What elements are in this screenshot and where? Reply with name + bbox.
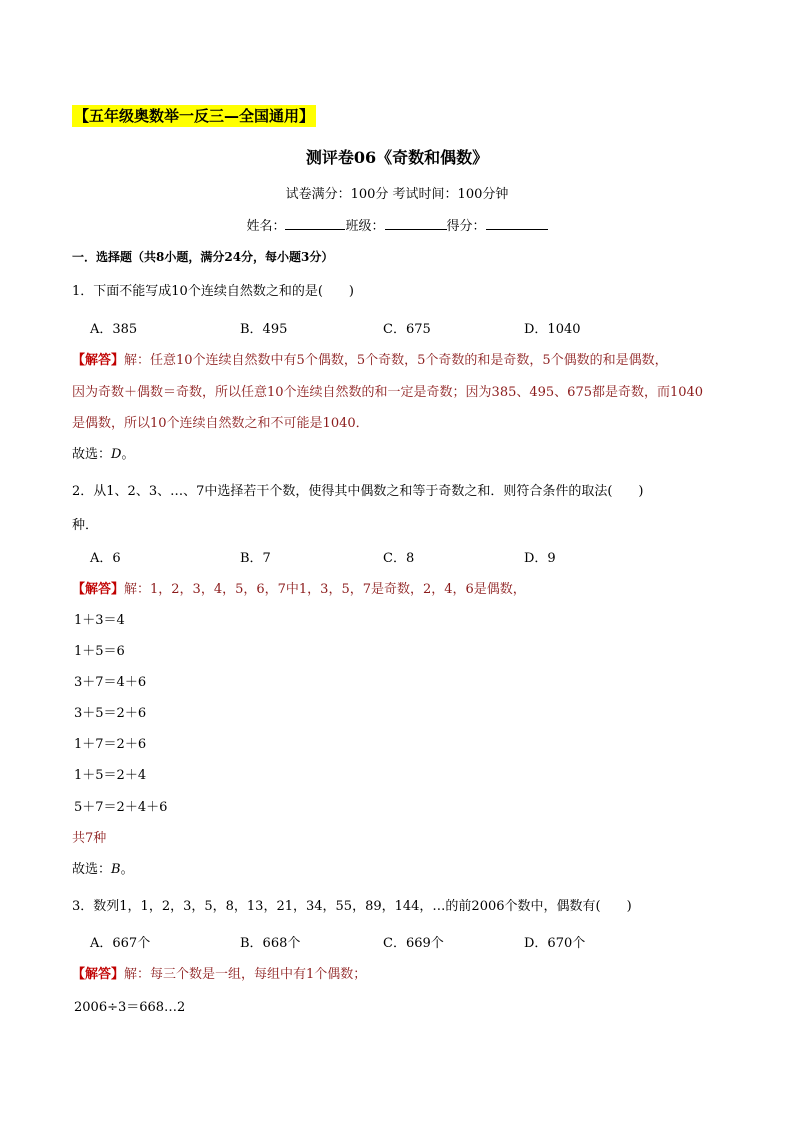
q1-solution-line-3: 是偶数，所以10个连续自然数之和不可能是1040． [72,416,369,431]
q1-solution-line-2: 因为奇数＋偶数＝奇数，所以任意10个连续自然数的和一定是奇数；因为385、495、675都是奇数，而1040 [72,385,704,400]
q2-choice: 故选：B。 [72,862,134,877]
series-banner: 【五年级奥数举一反三—全国通用】 [74,107,315,125]
q1-option-d: D．1040 [524,322,581,337]
page-title: 测评卷06《奇数和偶数》 [305,148,489,167]
q1-stem: 1．下面不能写成10个连续自然数之和的是( ) [72,284,354,299]
q2-option-d: D．9 [524,551,556,566]
q2-equation: 1＋3＝4 [74,613,125,628]
q3-option-c: C．669个 [383,936,444,951]
q2-solution: 【解答】解：1，2，3，4，5，6，7中1，3，5，7是奇数，2，4，6是偶数， [72,582,526,597]
section-heading: 一．选择题（共8小题，满分24分，每小题3分） [72,250,334,264]
name-blank [285,217,345,230]
q2-stem-cont: 种． [72,518,99,533]
q2-option-b: B．7 [240,551,271,566]
score-label: 得分： [446,219,486,234]
q3-stem: 3．数列1，1，2，3，5，8，13，21，34，55，89，144，…的前2006个数中，偶数有( ) [72,899,632,914]
q2-equation: 3＋7＝4＋6 [74,675,147,690]
q1-answer-label: 【解答】 [72,353,125,368]
exam-info: 试卷满分：100分 考试时间：100分钟 [285,187,509,202]
q1-solution-line-1: 【解答】解：任意10个连续自然数中有5个偶数，5个奇数，5个奇数的和是奇数，5个偶数的和是偶数， [72,353,668,368]
q3-answer-label: 【解答】 [72,967,125,982]
q2-total: 共7种 [72,831,107,846]
q1-choice: 故选：D。 [72,447,135,462]
q3-solution: 【解答】解：每三个数是一组，每组中有1个偶数； [72,967,367,982]
q2-equation: 1＋5＝6 [74,644,125,659]
q2-equation: 1＋5＝2＋4 [74,768,147,783]
name-label: 姓名： [246,219,286,234]
q3-equation: 2006÷3＝668…2 [74,1000,186,1015]
q1-option-b: B．495 [240,322,288,337]
q2-stem: 2．从1、2、3、…、7中选择若干个数，使得其中偶数之和等于奇数之和．则符合条件的取法( ) [72,484,644,499]
q1-option-a: A．385 [90,322,138,337]
q2-equation: 3＋5＝2＋6 [74,706,147,721]
q2-answer-label: 【解答】 [72,582,125,597]
q3-option-d: D．670个 [524,936,586,951]
q2-equation: 1＋7＝2＋6 [74,737,147,752]
q3-option-a: A．667个 [90,936,151,951]
q2-option-a: A．6 [90,551,121,566]
q3-option-b: B．668个 [240,936,301,951]
class-label: 班级： [345,219,385,234]
student-fields [0,217,794,236]
q1-option-c: C．675 [383,322,431,337]
q2-equation: 5＋7＝2＋4＋6 [74,800,168,815]
q2-option-c: C．8 [383,551,415,566]
class-blank [385,217,447,230]
score-blank [486,217,548,230]
